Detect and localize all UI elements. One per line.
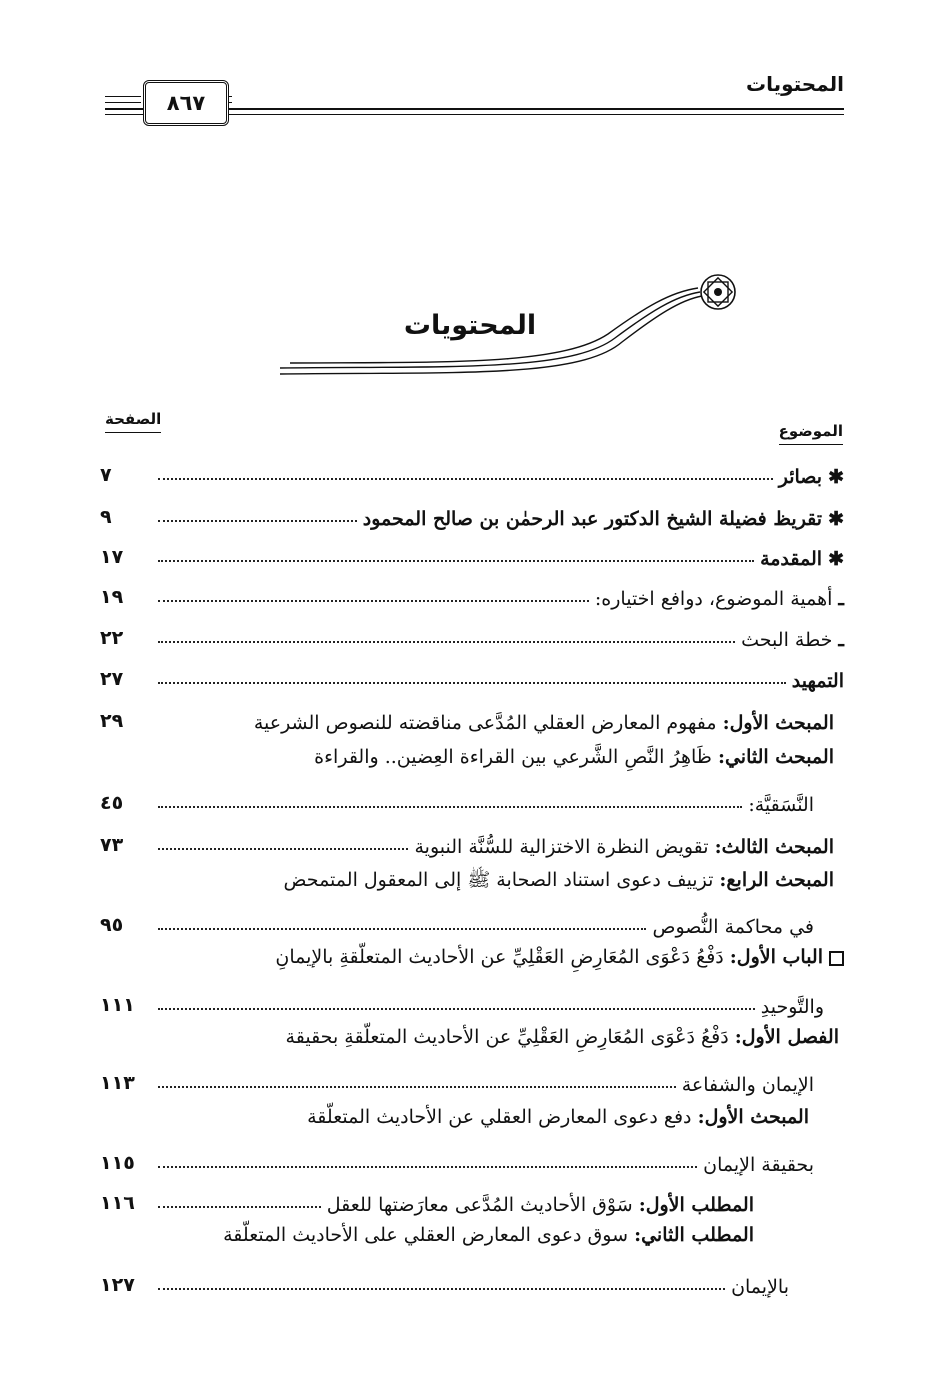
toc-label: المقدمة [760, 548, 823, 570]
toc-label-line1: ظَاهِرُ النَّصِ الشَّرعي بين القراءة العِضين.. والقراءة [314, 746, 712, 768]
dot-leader [158, 1166, 697, 1168]
toc-entry[interactable] [100, 822, 834, 858]
toc-entry[interactable] [100, 1060, 814, 1096]
dot-leader [158, 928, 646, 930]
toc-head: المبحث الثاني: [717, 746, 834, 768]
page-number: ٨٦٧ [166, 91, 206, 115]
toc-label-line1: دفع دعوى المعارض العقلي عن الأحاديث المتعلّقة [307, 1106, 692, 1128]
toc-head: المطلب الثاني: [634, 1224, 754, 1246]
dash-marker: ـ [838, 588, 844, 610]
asterisk-icon: ✱ [828, 466, 844, 488]
page-number-badge [143, 80, 229, 126]
toc-page-number: ١١٥ [100, 1152, 135, 1174]
toc-entry[interactable] [100, 452, 844, 488]
dot-leader [158, 478, 773, 480]
toc-entry[interactable] [100, 1180, 754, 1216]
toc-label: والتَّوحيدِ [760, 996, 824, 1018]
column-head-topic: الموضوع [779, 422, 843, 445]
toc-page-number: ٢٢ [100, 627, 124, 649]
toc-label: بصائر [778, 466, 823, 488]
toc-page-number: ٢٧ [100, 668, 124, 690]
toc-label: سَوْق الأحاديث المُدَّعى معارَضتها للعقل [326, 1194, 633, 1216]
toc-entry[interactable] [100, 656, 844, 692]
toc-label-line1: دَفْعُ دَعْوَى المُعَارِضِ العَقْلِيِّ عن الأحاديث المتعلّقةِ بحقيقة [285, 1026, 729, 1048]
toc-entry-line1[interactable] [148, 868, 834, 902]
toc-page-number: ١٧ [100, 546, 124, 568]
toc-page-number: ٤٥ [100, 792, 124, 814]
toc-entry[interactable] [100, 534, 844, 570]
toc-page-number: ٧ [100, 464, 112, 486]
toc-entry-line1[interactable] [148, 946, 844, 980]
running-title: المحتويات [745, 72, 844, 96]
header-rule-stub-left [105, 96, 141, 103]
toc-entry[interactable] [100, 780, 814, 816]
dot-leader [158, 600, 589, 602]
toc-entry-line1[interactable] [148, 1106, 809, 1140]
column-head-page: الصفحة [105, 410, 161, 433]
toc-entry-line1[interactable] [148, 1026, 839, 1060]
dot-leader [158, 1086, 676, 1088]
toc-label: الإيمان والشفاعة [681, 1074, 814, 1096]
toc-label: بحقيقة الإيمان [703, 1154, 814, 1176]
asterisk-icon: ✱ [828, 508, 844, 530]
toc-page-number: ١١١ [100, 994, 135, 1016]
toc-entry[interactable] [100, 574, 844, 610]
toc-page-number: ٢٩ [100, 710, 124, 732]
dot-leader [158, 1288, 725, 1290]
toc-label: التمهيد [791, 670, 844, 692]
toc-head: الفصل الأول: [734, 1026, 839, 1048]
dot-leader [158, 1206, 321, 1208]
toc-label: النَّسَقيَّة: [748, 794, 814, 816]
toc-page-number: ٩ [100, 506, 112, 528]
toc-head: المبحث الرابع: [719, 869, 834, 891]
toc-page-number: ١١٣ [100, 1072, 135, 1094]
square-bullet-icon [829, 951, 844, 966]
toc-head: المبحث الأول: [722, 712, 834, 734]
toc-label-line1: سوق دعوى المعارض العقلي على الأحاديث المتعلّقة [223, 1224, 629, 1246]
dot-leader [158, 806, 742, 808]
asterisk-icon: ✱ [828, 548, 844, 570]
toc-entry[interactable] [100, 698, 844, 734]
contents-title: المحتويات [403, 310, 537, 341]
toc-head: المبحث الأول: [697, 1106, 809, 1128]
toc-entry[interactable] [100, 615, 844, 651]
toc-page-number: ١٢٧ [100, 1274, 135, 1296]
dot-leader [158, 641, 735, 643]
dot-leader [158, 848, 408, 850]
toc-label: مفهوم المعارض العقلي المُدَّعى مناقضته للنصوص الشرعية [253, 712, 717, 734]
toc-page-number: ١١٦ [100, 1192, 135, 1214]
toc-label: خطة البحث [741, 629, 833, 651]
toc-label: في محاكمة النُّصوص [652, 916, 814, 938]
toc-head: المطلب الأول: [638, 1194, 754, 1216]
toc-page-number: ٧٣ [100, 834, 124, 856]
toc-label: بالإيمان [731, 1276, 789, 1298]
toc-entry[interactable] [100, 1140, 814, 1176]
toc-entry-line1[interactable] [148, 1224, 754, 1258]
toc-entry[interactable] [100, 982, 824, 1018]
star-flower-icon [701, 275, 735, 309]
toc-page-number: ٩٥ [100, 914, 124, 936]
toc-entry[interactable] [100, 1262, 789, 1298]
toc-page-number: ١٩ [100, 586, 124, 608]
dash-marker: ـ [838, 629, 844, 651]
toc-entry-line1[interactable] [148, 746, 834, 780]
toc-label: تقويض النظرة الاختزالية للسُّنَّة النبوية [414, 836, 709, 858]
toc-label-line1: تزييف دعوى استناد الصحابة ﷺ إلى المعقول المتمحض [283, 869, 714, 891]
toc-head: الباب الأول: [729, 946, 823, 968]
toc-entry[interactable] [100, 902, 814, 938]
toc-head: المبحث الثالث: [714, 836, 834, 858]
toc-entry[interactable] [100, 494, 844, 530]
toc-label-line1: دَفْعُ دَعْوَى المُعَارِضِ العَقْلِيِّ عن الأحاديث المتعلّقةِ بالإيمانِ [275, 946, 724, 968]
dot-leader [158, 682, 786, 684]
dot-leader [158, 1008, 755, 1010]
dot-leader [158, 560, 754, 562]
dot-leader [158, 520, 357, 522]
toc-label: تقريظ فضيلة الشيخ الدكتور عبد الرحمٰن بن صالح المحمود [362, 508, 823, 530]
toc-label: أهمية الموضوع، دوافع اختياره: [594, 588, 833, 610]
